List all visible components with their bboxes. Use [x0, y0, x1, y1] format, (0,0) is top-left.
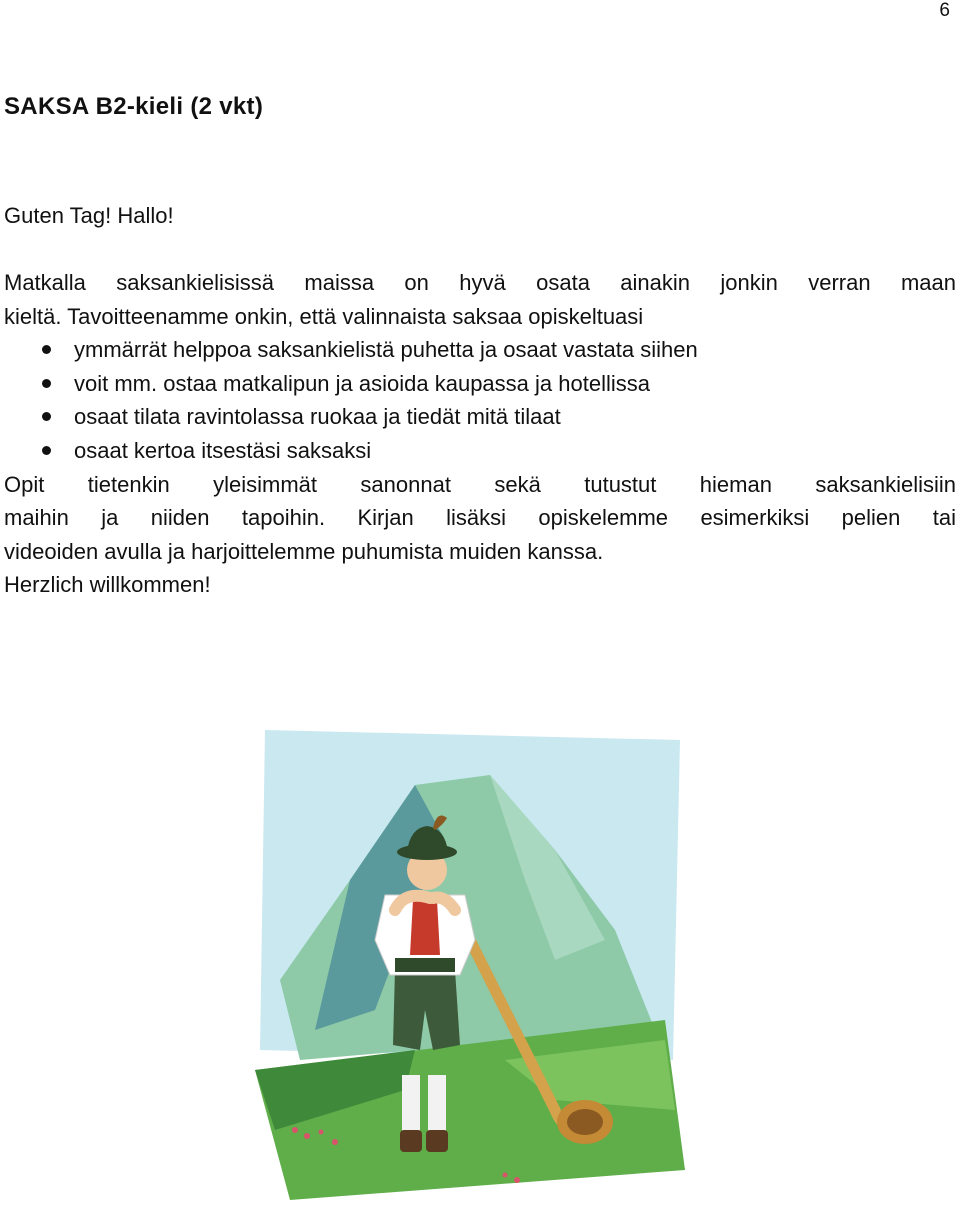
goal-text: voit mm. ostaa matkalipun ja asioida kaupassa ja hotellissa — [74, 370, 650, 396]
left-leg — [402, 1075, 420, 1135]
right-leg — [428, 1075, 446, 1135]
bullet-icon — [42, 446, 51, 455]
goal-item — [4, 333, 956, 367]
red-vest — [410, 900, 440, 955]
bullet-icon — [42, 345, 51, 354]
goal-item — [4, 400, 956, 434]
course-description — [4, 266, 956, 602]
right-shoe — [426, 1130, 448, 1152]
goal-item — [4, 367, 956, 401]
closing-line-2: maihin ja niiden tapoihin. Kirjan lisäksi opiskelemme esimerkiksi pelien tai — [4, 505, 956, 531]
page-number: 6 — [939, 0, 950, 21]
closing-line-1: Opit tietenkin yleisimmät sanonnat sekä tutustut hieman saksankielisiin — [4, 471, 956, 497]
page-title: SAKSA B2-kieli (2 vkt) — [4, 93, 264, 120]
bullet-icon — [42, 379, 51, 388]
left-shoe — [400, 1130, 422, 1152]
belt — [395, 958, 455, 972]
bullet-icon — [42, 412, 51, 421]
alphorn-player-illustration — [255, 730, 685, 1200]
goal-text: osaat kertoa itsestäsi saksaksi — [74, 437, 372, 463]
goal-text: osaat tilata ravintolassa ruokaa ja tiedät mitä tilaat — [74, 404, 561, 430]
greeting-text: Guten Tag! Hallo! — [4, 203, 174, 228]
closing-line-4: Herzlich willkommen! — [4, 572, 211, 598]
intro-line-2: kieltä. Tavoitteenamme onkin, että valinnaista saksaa opiskeltuasi — [4, 303, 644, 329]
goal-text: ymmärrät helppoa saksankielistä puhetta ja osaat vastata siihen — [74, 337, 698, 363]
goal-item — [4, 434, 956, 468]
closing-line-3: videoiden avulla ja harjoittelemme puhumista muiden kanssa. — [4, 538, 604, 564]
goals-list — [4, 333, 956, 467]
alphorn-bell-opening — [567, 1109, 603, 1135]
intro-line-1: Matkalla saksankielisissä maissa on hyvä osata ainakin jonkin verran maan — [4, 270, 956, 295]
